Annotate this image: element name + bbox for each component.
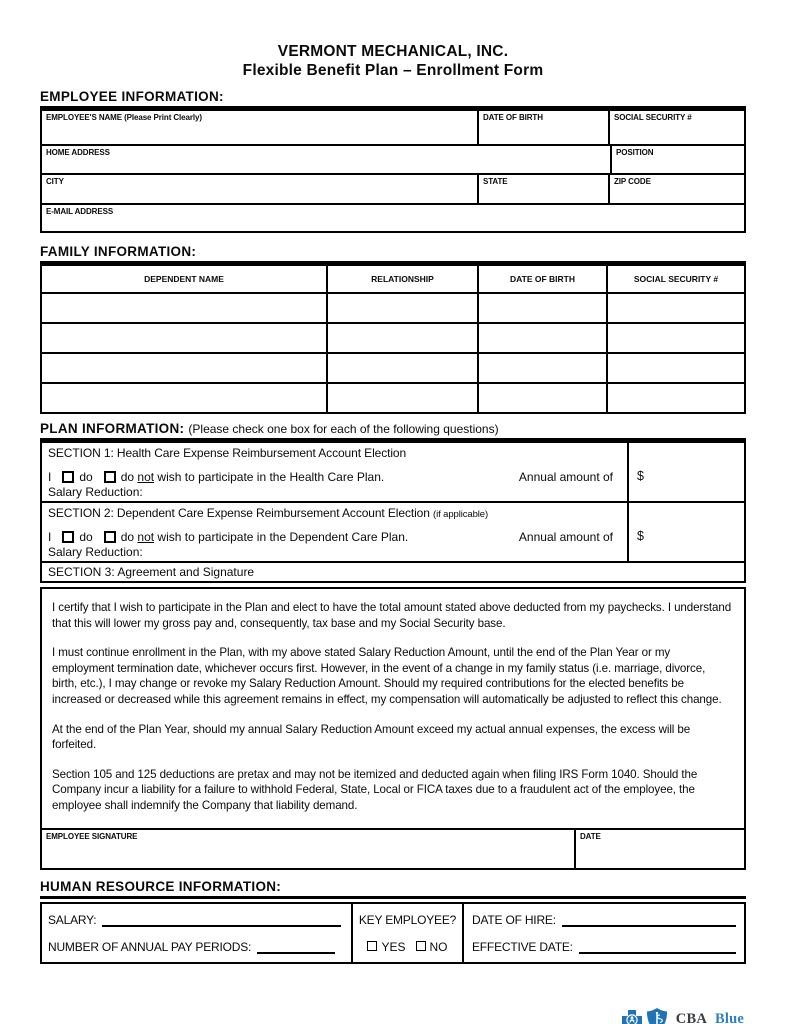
employee-info-heading: EMPLOYEE INFORMATION:: [40, 89, 746, 109]
logo-text-cba: CBA: [675, 1011, 707, 1024]
employee-info-table: [40, 109, 746, 233]
section2-do-label: do: [79, 530, 93, 544]
dependent-name-column-header: DEPENDENT NAME: [144, 274, 224, 284]
email-field[interactable]: [42, 205, 744, 231]
section2-do-not-checkbox[interactable]: [104, 531, 116, 543]
blue-cross-blue-shield-icons: [621, 1008, 668, 1024]
family-table-row: [42, 352, 744, 382]
agreement-paragraph-1: I certify that I wish to participate in the Plan and elect to have the total amount stated above deducted from my paychecks. I understand that this will lower my gross pay and, consequently, tax base and my Social Security base.: [52, 601, 732, 630]
section2-amount-field[interactable]: [629, 503, 744, 561]
relationship-column-header: RELATIONSHIP: [371, 274, 434, 284]
salary-label: SALARY:: [48, 912, 97, 927]
employee-name-field[interactable]: [42, 111, 479, 144]
section3-title: SECTION 3: Agreement and Signature: [42, 561, 744, 581]
email-label: E-MAIL ADDRESS: [46, 207, 114, 216]
home-address-label: HOME ADDRESS: [46, 148, 110, 157]
section2-salary-reduction-label: Salary Reduction:: [48, 545, 143, 559]
blue-shield-icon: [646, 1008, 668, 1024]
no-label: NO: [429, 939, 448, 954]
plan-section-2: [42, 501, 744, 561]
position-label: POSITION: [616, 148, 654, 157]
date-of-hire-label: DATE OF HIRE:: [472, 912, 556, 927]
date-of-birth-field[interactable]: [479, 111, 610, 144]
section1-do-label: do: [79, 470, 93, 484]
employee-name-label: EMPLOYEE'S NAME (Please Print Clearly): [46, 113, 202, 122]
agreement-box: [40, 587, 746, 870]
section1-annual-label: Annual amount of: [518, 470, 613, 484]
plan-section-1: [42, 443, 744, 501]
section1-do-checkbox[interactable]: [62, 471, 74, 483]
plan-info-table: [40, 441, 746, 583]
date-of-birth-label: DATE OF BIRTH: [483, 113, 543, 122]
hr-left-column: [42, 904, 353, 962]
agreement-paragraph-2: I must continue enrollment in the Plan, with my above stated Salary Reduction Amount, until the end of the Plan Year or my employment termination date, whichever occurs first. However, in the event of a change in my family status (i.e. marriage, divorce, birth, etc.), I may change or revoke my Salary Reduction Amount. Should my required contributions for the elected benefits be increased or decreased while this agreement remains in effect, my compensation will automatically be adjusted to reflect this change.: [52, 646, 722, 706]
section2-dollar-sign: $: [637, 529, 644, 543]
blue-cross-icon: [621, 1009, 643, 1024]
home-address-field[interactable]: [42, 146, 612, 173]
section1-do-not-label: do not wish to participate in the Health Care Plan.: [120, 470, 385, 484]
zip-code-label: ZIP CODE: [614, 177, 651, 186]
dependent-name-cell[interactable]: [42, 324, 328, 352]
dependent-ssn-cell[interactable]: [608, 294, 744, 322]
dependent-name-cell[interactable]: [42, 384, 328, 412]
key-employee-label: KEY EMPLOYEE?: [358, 912, 457, 927]
salary-fill-line[interactable]: [102, 916, 341, 927]
hr-info-table: [40, 902, 746, 964]
relationship-cell[interactable]: [328, 324, 479, 352]
section1-amount-field[interactable]: [629, 443, 744, 501]
effective-date-fill-line[interactable]: [579, 943, 736, 954]
state-field[interactable]: [479, 175, 610, 203]
ssn-label: SOCIAL SECURITY #: [614, 113, 692, 122]
section1-pre: I: [48, 470, 52, 484]
yes-label: YES: [381, 939, 406, 954]
pay-periods-fill-line[interactable]: [257, 943, 335, 954]
plan-info-heading-label: PLAN INFORMATION:: [40, 421, 185, 436]
ssn-column-header: SOCIAL SECURITY #: [633, 274, 719, 284]
section1-dollar-sign: $: [637, 469, 644, 483]
dependent-ssn-cell[interactable]: [608, 324, 744, 352]
plan-info-heading: [40, 421, 746, 441]
agreement-paragraph-3: At the end of the Plan Year, should my annual Salary Reduction Amount exceed my actual annual expenses, the excess will be forfeited.: [52, 722, 691, 752]
section2-annual-label: Annual amount of: [518, 530, 613, 544]
logo-text-blue: Blue: [715, 1011, 744, 1024]
dependent-dob-cell[interactable]: [479, 384, 608, 412]
section1-choice-line: [48, 470, 621, 484]
dependent-dob-cell[interactable]: [479, 324, 608, 352]
relationship-cell[interactable]: [328, 354, 479, 382]
employee-signature-label: EMPLOYEE SIGNATURE: [46, 831, 138, 841]
relationship-cell[interactable]: [328, 294, 479, 322]
key-employee-no-checkbox[interactable]: [416, 941, 426, 951]
dependent-dob-cell[interactable]: [479, 294, 608, 322]
ssn-field[interactable]: [610, 111, 744, 144]
form-title: Flexible Benefit Plan – Enrollment Form: [242, 62, 544, 79]
family-table-header: [42, 266, 744, 292]
section1-salary-reduction-label: Salary Reduction:: [48, 485, 143, 499]
signature-row: [42, 828, 744, 868]
dependent-dob-cell[interactable]: [479, 354, 608, 382]
section1-title: SECTION 1: Health Care Expense Reimbursement Account Election: [48, 446, 407, 460]
agreement-text: [42, 589, 744, 814]
family-info-heading: FAMILY INFORMATION:: [40, 244, 746, 264]
agreement-paragraph-4: Section 105 and 125 deductions are pretax and may not be itemized and deducted again when filing IRS Form 1040. Should the Company incur a liability for a failure to withhold Federal, State, Local or FICA taxes due to a fraudulent act of the employee, the employee shall indemnify the Company that liability demand.: [52, 767, 698, 812]
effective-date-label: EFFECTIVE DATE:: [472, 939, 573, 954]
dependent-name-cell[interactable]: [42, 294, 328, 322]
section2-do-checkbox[interactable]: [62, 531, 74, 543]
signature-date-label: DATE: [580, 831, 601, 841]
form-header: [40, 42, 746, 80]
family-table-row: [42, 382, 744, 412]
family-info-table: [40, 264, 746, 414]
relationship-cell[interactable]: [328, 384, 479, 412]
dependent-name-cell[interactable]: [42, 354, 328, 382]
section2-title: SECTION 2: Dependent Care Expense Reimbursement Account Election (if applicable): [48, 506, 489, 520]
hr-right-column: [464, 904, 744, 962]
section2-choice-line: [48, 530, 621, 544]
position-field[interactable]: [612, 146, 744, 173]
cba-blue-logo: [40, 1008, 744, 1024]
plan-info-heading-note: (Please check one box for each of the following questions): [188, 422, 499, 436]
section2-title-note: (if applicable): [433, 509, 489, 520]
company-name: VERMONT MECHANICAL, INC.: [277, 43, 509, 60]
dob-column-header: DATE OF BIRTH: [509, 274, 575, 284]
state-label: STATE: [483, 177, 508, 186]
city-label: CITY: [46, 177, 64, 186]
family-table-row: [42, 292, 744, 322]
key-employee-yes-checkbox[interactable]: [367, 941, 377, 951]
signature-date-field[interactable]: [576, 830, 744, 868]
dependent-ssn-cell[interactable]: [608, 384, 744, 412]
employee-signature-field[interactable]: [42, 830, 576, 868]
zip-code-field[interactable]: [610, 175, 744, 203]
section1-do-not-checkbox[interactable]: [104, 471, 116, 483]
family-table-row: [42, 322, 744, 352]
city-field[interactable]: [42, 175, 479, 203]
section2-do-not-label: do not wish to participate in the Dependent Care Plan.: [120, 530, 409, 544]
key-employee-column: [353, 904, 464, 962]
dependent-ssn-cell[interactable]: [608, 354, 744, 382]
hr-info-heading: HUMAN RESOURCE INFORMATION:: [40, 879, 746, 899]
date-of-hire-fill-line[interactable]: [562, 916, 736, 927]
pay-periods-label: NUMBER OF ANNUAL PAY PERIODS:: [48, 939, 252, 954]
section2-pre: I: [48, 530, 52, 544]
